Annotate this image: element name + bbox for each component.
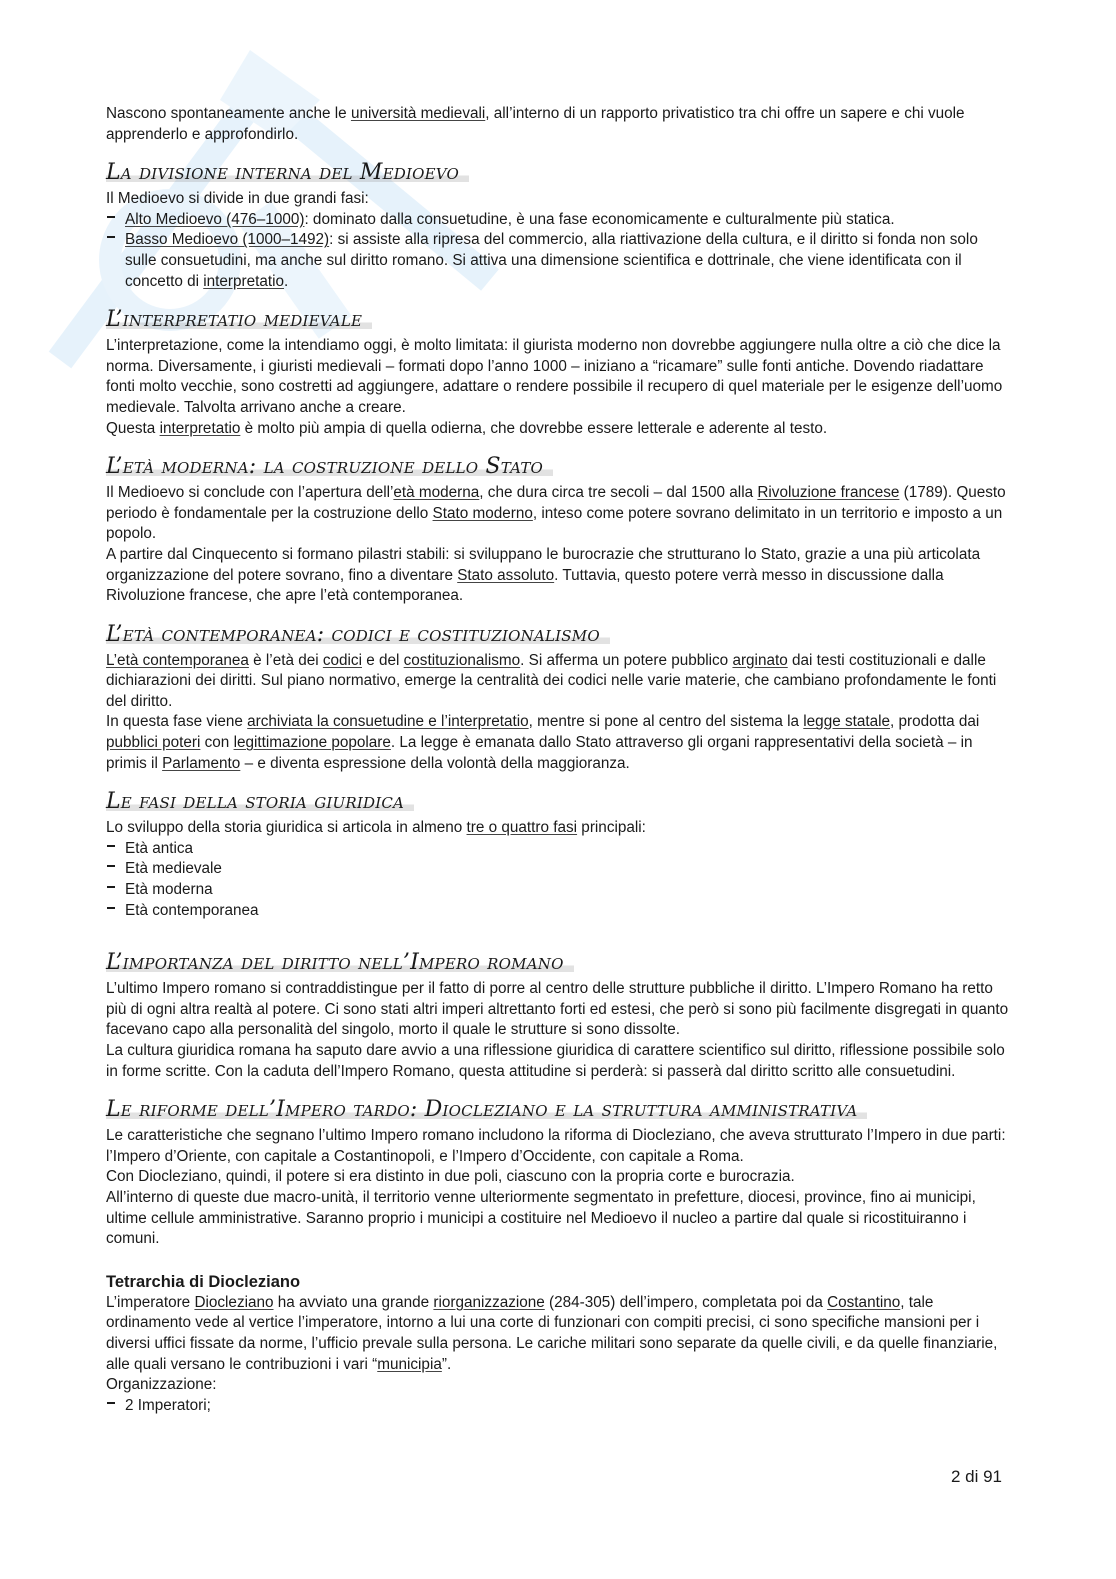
list-item: Età antica [106, 839, 1012, 860]
s4-paragraph-1: L’età contemporanea è l’età dei codici e del costituzionalismo. Si afferma un potere pubblico arginato dai testi costituzionali e dalle dichiarazioni dei diritti. Sul piano normativo, emerge la centralità dei codici nelle varie materie, che cambiano profondamente le fonti del diritto. [106, 651, 997, 710]
s5-paragraph: Lo sviluppo della storia giuridica si articola in almeno tre o quattro fasi principali: [106, 819, 646, 837]
s1-intro: Il Medioevo si divide in due grandi fasi: [106, 190, 369, 208]
s8-list [106, 1396, 1012, 1417]
heading-eta-moderna: L’età moderna: la costruzione dello Stato [106, 453, 1012, 481]
s5-list [106, 839, 1012, 921]
list-item: Età moderna [106, 880, 1012, 901]
list-item: Età contemporanea [106, 901, 1012, 922]
heading-interpretatio: L’interpretatio medievale [106, 306, 1012, 334]
s8-paragraph-2: Organizzazione: [106, 1376, 217, 1394]
heading-tetrarchia: Tetrarchia di Diocleziano [106, 1272, 301, 1291]
s3-paragraph-1: Il Medioevo si conclude con l’apertura dell’età moderna, che dura circa tre secoli – dal 1500 alla Rivoluzione francese (1789). Questo periodo è fondamentale per la costruzione dello Stato moderno, inteso come potere sovrano delimitato in un territorio e imposto a un popolo. [106, 484, 1006, 543]
list-item: Basso Medioevo (1000–1492): si assiste alla ripresa del commercio, alla riattivazione della cultura, e il diritto si fonda non solo sulle consuetudini, ma anche sul diritto romano. Si attiva una dimensione scientifica e dottrinale, che viene identificata con il concetto di interpretatio. [106, 230, 1012, 292]
s8-paragraph-1: L’imperatore Diocleziano ha avviato una grande riorganizzazione (284-305) dell’impero, completata poi da Costantino, tale ordinamento vede al vertice l’imperatore, intorno a lui una corte di funzionari con compiti precisi, ci sono specifiche mansioni per i diversi uffici fissate da norme, l’ufficio prevale sulla persona. Le cariche militari sono separate da quelle civili, e da quelle finanziarie, alle quali versano le contribuzioni i vari “municipia”. [106, 1293, 998, 1373]
heading-impero-romano: L’importanza del diritto nell’Impero romano [106, 949, 1012, 977]
s3-paragraph-2: A partire dal Cinquecento si formano pilastri stabili: si sviluppano le burocrazie che strutturano lo Stato, grazie a una più articolata organizzazione del potere sovrano, fino a diventare Stato assoluto. Tuttavia, questo potere verrà messo in discussione dalla Rivoluzione francese, che apre l’età contemporanea. [106, 545, 981, 605]
list-item: Età medievale [106, 859, 1012, 880]
s2-paragraph-1: L’interpretazione, come la intendiamo oggi, è molto limitata: il giurista moderno non dovrebbe aggiungere nulla oltre a ciò che dice la norma. Diversamente, i giuristi medievali – formati dopo l’anno 1000 – iniziano a “ricamare” sulle fonti antiche. Dovendo riadattare fonti molto vecchie, sono costretti ad aggiungere, adattare o rendere possibile il recupero di quel materiale per le esigenze dell’uomo medievale. Talvolta arrivano anche a creare. [106, 337, 1003, 416]
page-number: 2 di 91 [950, 1467, 1002, 1486]
s7-paragraph-3: All’interno di queste due macro-unità, il territorio venne ulteriormente segmentato in prefetture, diocesi, province, fino ai municipi, ultime cellule amministrative. Saranno proprio i municipi a costituire nel Medioevo il nucleo a partire dal quale si ricostituiranno i comuni. [106, 1188, 976, 1248]
s6-paragraph-2: La cultura giuridica romana ha saputo dare avvio a una riflessione giuridica di carattere scientifico sul diritto, riflessione possibile solo in forme scritte. Con la caduta dell’Impero Romano, questa attitudine si perderà: si passerà dal diritto scritto alle consuetudini. [106, 1042, 1005, 1080]
heading-divisione-medioevo: La divisione interna del Medioevo [106, 159, 1012, 187]
s6-paragraph-1: L’ultimo Impero romano si contraddistingue per il fatto di porre al centro delle strutture pubbliche il diritto. L’Impero Romano ha retto più di ogni altra realtà al potere. Ci sono stati altri imperi altrettanto forti ed estesi, che però si sono più facilmente disgregati in quanto facevano capo alla personalità del singolo, morto il quale le strutture si sono dissolte. [106, 980, 1009, 1039]
list-item: 2 Imperatori; [106, 1396, 1012, 1417]
heading-eta-contemporanea: L’età contemporanea: codici e costituzionalismo [106, 621, 1012, 649]
s4-paragraph-2: In questa fase viene archiviata la consuetudine e l’interpretatio, mentre si pone al centro del sistema la legge statale, prodotta dai pubblici poteri con legittimazione popolare. La legge è emanata dallo Stato attraverso gli organi rappresentativi della società – in primis il Parlamento – e diventa espressione della volontà della maggioranza. [106, 713, 980, 772]
list-item: Alto Medioevo (476–1000): dominato dalla consuetudine, è una fase economicamente e culturalmente più statica. [106, 210, 1012, 231]
s1-list [106, 210, 1012, 292]
document-page [106, 104, 1012, 1416]
s7-paragraph-1: Le caratteristiche che segnano l’ultimo Impero romano includono la riforma di Diocleziano, che aveva strutturato l’Impero in due parti: l’Impero d’Oriente, con capitale a Costantinopoli, e l’Impero d’Occidente, con capitale a Roma. [106, 1127, 1006, 1165]
link-universita: università medievali [350, 105, 486, 122]
s2-paragraph-2: Questa interpretatio è molto più ampia di quella odierna, che dovrebbe essere letterale e aderente al testo. [106, 419, 828, 437]
s7-paragraph-2: Con Diocleziano, quindi, il potere si era distinto in due poli, ciascuno con la propria corte e burocrazia. [106, 1168, 795, 1186]
intro-paragraph: Nascono spontaneamente anche le università medievali, all’interno di un rapporto privatistico tra chi offre un sapere e chi vuole apprenderlo e approfondirlo. [106, 105, 965, 143]
heading-riforme-diocleziano: Le riforme dell’Impero tardo: Diocleziano e la struttura amministrativa [106, 1096, 1012, 1124]
heading-fasi-storia: Le fasi della storia giuridica [106, 788, 1012, 816]
